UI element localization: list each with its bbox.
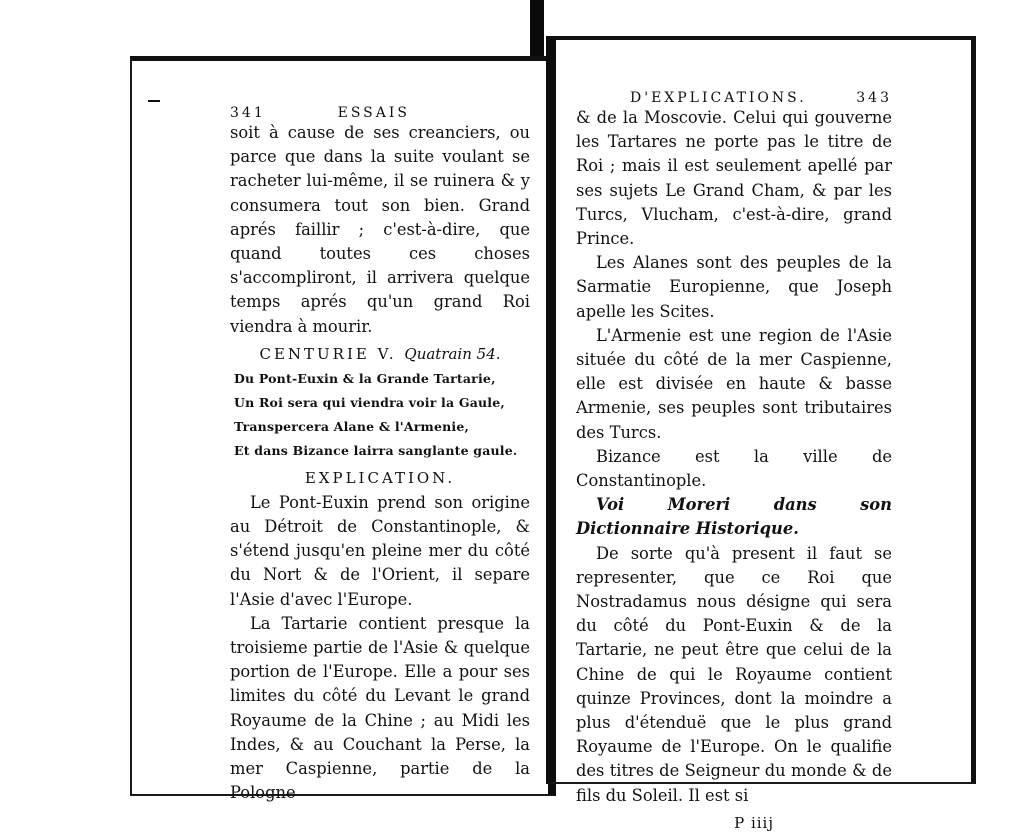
paragraph-armenie: L'Armenie est une region de l'Asie située du côté de la mer Caspienne, elle est divisée en haute & basse Armenie, ses peuples sont tributaires des Turcs. (576, 325, 892, 442)
right-page-header (576, 90, 892, 106)
paragraph-alanes: Les Alanes sont des peuples de la Sarmatie Europienne, que Joseph apelle les Scites. (576, 253, 892, 321)
verse-line: Du Pont-Euxin & la Grande Tartarie, (234, 370, 496, 386)
verse-line: Un Roi sera qui viendra voir la Gaule, (234, 394, 505, 410)
verse-line: Transpercera Alane & l'Armenie, (234, 418, 470, 434)
paragraph-pont-euxin: Le Pont-Euxin prend son origine au Détroit de Constantinople, & s'étend jusqu'en pleine mer du côté du Nort & de l'Orient, il separe l'Asie d'avec l'Europe. (230, 492, 530, 609)
right-intro-paragraph: & de la Moscovie. Celui qui gouverne les Tartares ne porte pas le titre de Roi ; mais il est seulement apellé par ses sujets Le Grand Cham, & par les Turcs, Vlucham, c'est-à-dire, grand Prince. (576, 108, 892, 249)
right-running-title: D'EXPLICATIONS. (630, 90, 807, 106)
left-page-number: 341 (230, 105, 266, 121)
paragraph-tartarie: La Tartarie contient presque la troisieme partie de l'Asie & quelque portion de l'Europe. Elle a pour ses limites du côté du Levant le grand Royaume de la Chine ; au Midi les Indes, & au Couchant la Perse, la mer Caspienne, partie de la Pologne (230, 613, 530, 803)
quatrain-heading (230, 345, 530, 363)
signature-mark: P iiij (734, 813, 774, 832)
left-running-title: ESSAIS (337, 105, 410, 121)
book-spread (120, 36, 978, 832)
left-intro-text (230, 121, 530, 339)
quatrain-verse (230, 367, 530, 463)
quatrain-label: Quatrain 54. (404, 344, 501, 363)
left-page (130, 56, 556, 803)
right-page-number: 343 (856, 90, 892, 106)
right-body-text (576, 106, 892, 808)
centurie-label: CENTURIE V. (259, 344, 397, 363)
left-page-content (230, 105, 530, 805)
verse-line: Et dans Bizance lairra sanglante gaule. (234, 442, 518, 458)
paragraph-conclusion: De sorte qu'à present il faut se representer, que ce Roi que Nostradamus nous désigne qui sera du côté du Pont-Euxin & de la Tartarie, ne peut être que celui de la Chine de qui le Royaume contient quinze Provinces, dont la moindre a plus d'étenduë que le plus grand Royaume de l'Europe. On le qualifie des titres de Seigneur du monde & de fils du Soleil. Il est si (576, 543, 892, 805)
reference-note: Voi Moreri dans son Dictionnaire Historique. (576, 495, 892, 539)
right-page (546, 36, 976, 832)
right-page-content (576, 90, 892, 832)
left-body-text (230, 491, 530, 806)
paragraph-bizance: Bizance est la ville de Constantinople. (576, 446, 892, 491)
explication-heading: EXPLICATION. (304, 468, 456, 487)
left-page-header (230, 105, 530, 121)
left-intro-paragraph: soit à cause de ses creanciers, ou parce que dans la suite voulant se racheter lui-même, il se ruinera & y consumera tout son bien. Grand aprés faillir ; c'est-à-dire, que quand toutes ces choses s'accompliront, il arrivera quelque temps aprés qu'un grand Roi viendra à mourir. (230, 123, 530, 336)
